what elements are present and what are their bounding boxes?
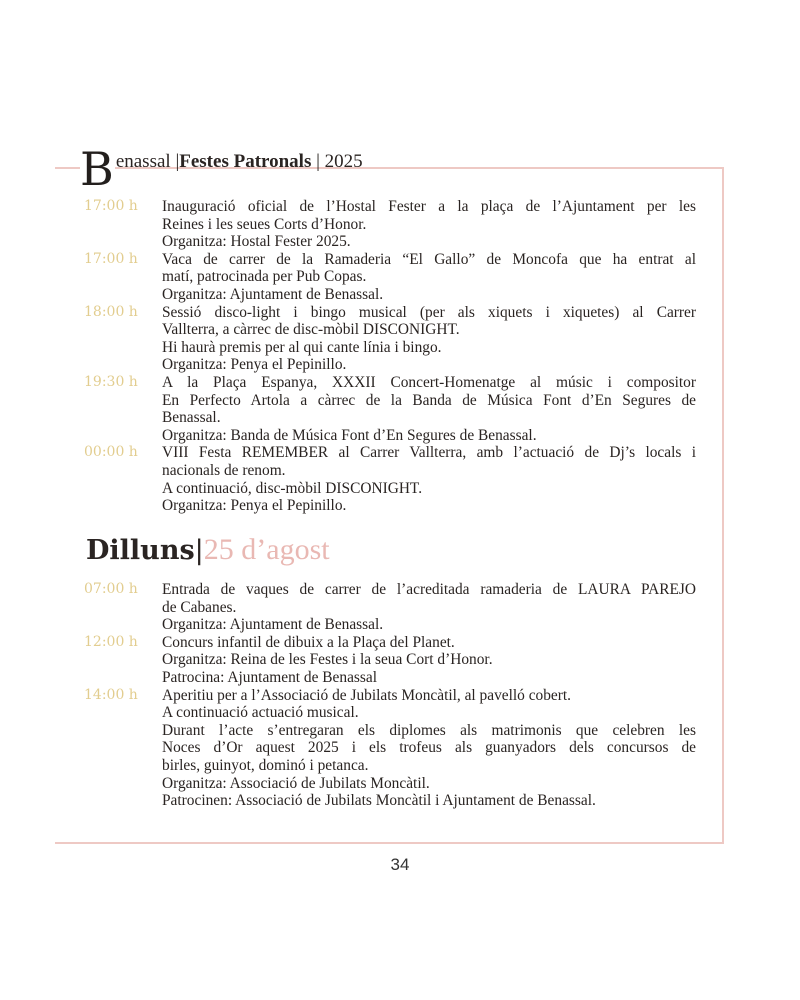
day-date: 25 d’agost (203, 533, 330, 566)
day-name: Dilluns (86, 535, 195, 566)
event-line: matí, patrocinada per Pub Copas. (162, 268, 367, 286)
event-line: nacionals de renom. (162, 461, 286, 479)
page-number: 34 (390, 855, 410, 874)
event-line: Vaca de carrer de la Ramaderia “El Gallo” de Moncofa que ha entrat al (162, 250, 696, 268)
event-line: Durant l’acte s’entregaran els diplomes als matrimonis que celebren les (162, 721, 696, 739)
page-header (80, 132, 363, 196)
event-line: Entrada de vaques de carrer de l’acreditada ramaderia de LAURA PAREJO (162, 581, 696, 598)
event-line: de Cabanes. (162, 598, 237, 616)
event-line: Reines i les seues Corts d’Honor. (162, 215, 367, 233)
event-line: Organitza: Reina de les Festes i la seua Cort d’Honor. (162, 651, 493, 669)
event-line: Concurs infantil de dibuix a la Plaça del Planet. (162, 633, 455, 651)
event-line: Benassal. (162, 409, 221, 427)
event-description (162, 444, 696, 514)
schedule-event (84, 581, 696, 634)
event-line: Sessió disco-light i bingo musical (per als xiquets i xiquetes) al Carrer (162, 303, 696, 321)
header-town: enassal (115, 151, 171, 172)
schedule-event (84, 687, 696, 810)
schedule-event (84, 374, 696, 444)
event-line: A la Plaça Espanya, XXXII Concert-Homenatge al músic i compositor (162, 373, 696, 391)
event-line: Organitza: Penya el Pepinillo. (162, 356, 347, 374)
day-separator: | (194, 535, 204, 566)
event-line: En Perfecto Artola a càrrec de la Banda de Música Font d’En Segures de (162, 391, 696, 409)
event-line: VIII Festa REMEMBER al Carrer Vallterra, amb l’actuació de Dj’s locals i (162, 444, 696, 462)
frame-right-border (722, 167, 724, 844)
header-title (116, 150, 363, 182)
event-time: 14:00 h (84, 686, 138, 703)
event-line: Inauguració oficial de l’Hostal Fester a la plaça de l’Ajuntament per les (162, 198, 696, 215)
event-line: Organitza: Associació de Jubilats Moncàtil. (162, 774, 430, 792)
event-line: Organitza: Ajuntament de Benassal. (162, 285, 384, 303)
event-description (162, 251, 696, 304)
event-line: Organitza: Ajuntament de Benassal. (162, 616, 384, 634)
event-line: Organitza: Banda de Música Font d’En Segures de Benassal. (162, 426, 537, 444)
event-time: 07:00 h (84, 581, 138, 597)
event-line: Organitza: Penya el Pepinillo. (162, 497, 347, 515)
event-time: 19:30 h (84, 373, 138, 390)
header-festival: Festes Patronals (179, 151, 312, 172)
day-heading (86, 532, 330, 569)
event-description (162, 581, 696, 634)
header-initial: B (80, 142, 114, 196)
schedule-event (84, 251, 696, 304)
event-line: birles, guinyot, dominó i petanca. (162, 756, 369, 774)
event-description (162, 634, 696, 687)
event-time: 17:00 h (84, 250, 138, 267)
event-time: 18:00 h (84, 303, 138, 320)
event-description (162, 687, 696, 810)
header-year: 2025 (324, 151, 363, 172)
event-line: Organitza: Hostal Fester 2025. (162, 233, 351, 251)
event-line: Hi haurà premis per al qui cante línia i bingo. (162, 338, 442, 356)
event-description (162, 198, 696, 251)
schedule-event (84, 444, 696, 514)
schedule-event (84, 634, 696, 687)
event-line: A continuació, disc-mòbil DISCONIGHT. (162, 479, 423, 497)
header-separator: | (175, 151, 180, 172)
schedule-section-2 (84, 581, 696, 810)
event-line: A continuació actuació musical. (162, 704, 359, 722)
event-time: 12:00 h (84, 633, 138, 650)
event-line: Aperitiu per a l’Associació de Jubilats Moncàtil, al pavelló cobert. (162, 686, 572, 704)
event-time: 17:00 h (84, 198, 138, 214)
header-separator: | (316, 151, 320, 172)
event-description (162, 374, 696, 444)
event-line: Vallterra, a càrrec de disc-mòbil DISCONIGHT. (162, 321, 460, 339)
frame-bottom-border (55, 842, 724, 844)
schedule-event (84, 198, 696, 251)
event-time: 00:00 h (84, 444, 138, 461)
schedule-section-1 (84, 198, 696, 515)
schedule-event (84, 304, 696, 374)
event-line: Noces d’Or aquest 2025 i els trofeus als guanyadors dels concursos de (162, 739, 696, 757)
event-description (162, 304, 696, 374)
event-line: Patrocina: Ajuntament de Benassal (162, 668, 377, 686)
event-line: Patrocinen: Associació de Jubilats Moncàtil i Ajuntament de Benassal. (162, 792, 596, 810)
